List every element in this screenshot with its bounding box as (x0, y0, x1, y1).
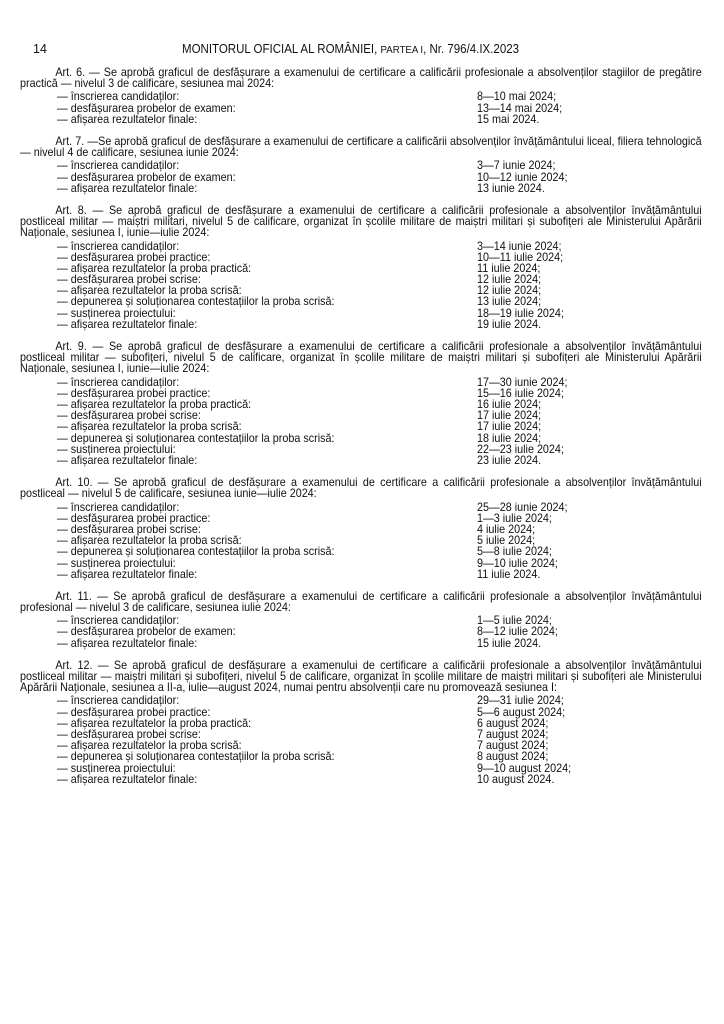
schedule-item-date: 5 iulie 2024; (477, 534, 536, 548)
schedule-item-date: 13 iulie 2024; (477, 295, 542, 309)
article-text: Art. 7. —Se aprobă graficul de desfășurare a examenului de certificare a calificării absolvenților învățământului liceal, filiera tehnologică — nivelul 4 de calificare, sesiunea iunie 2024: (20, 134, 702, 160)
schedule-item-label: — afișarea rezultatelor finale: (57, 317, 198, 331)
schedule-item-date: 8 august 2024; (477, 750, 549, 764)
schedule-item (20, 183, 702, 194)
schedule-item-label: — susținerea proiectului: (57, 556, 176, 570)
schedule-item-date: 13—14 mai 2024; (477, 101, 563, 115)
schedule-item-label: — afișarea rezultatelor la proba practică: (57, 716, 252, 730)
schedule-list (20, 615, 702, 649)
publication-issue: , Nr. 796/4.IX.2023 (423, 42, 520, 56)
schedule-item-date: 5—8 iulie 2024; (477, 545, 552, 559)
schedule-item-date: 10—12 iunie 2024; (477, 170, 568, 184)
schedule-item-date: 10 august 2024. (477, 772, 555, 786)
schedule-item-label: — desfășurarea probei scrise: (57, 728, 201, 742)
schedule-item-date: 12 iulie 2024; (477, 284, 542, 298)
schedule-list (20, 160, 702, 194)
schedule-item-date: 11 iulie 2024. (477, 567, 541, 581)
article (20, 591, 702, 649)
schedule-item-date: 18—19 iulie 2024; (477, 306, 564, 320)
schedule-item-date: 29—31 iulie 2024; (477, 694, 564, 708)
schedule-item-label: — afișarea rezultatelor finale: (57, 112, 198, 126)
schedule-item-date: 7 august 2024; (477, 728, 549, 742)
schedule-item-label: — afișarea rezultatelor finale: (57, 636, 198, 650)
schedule-item-label: — afișarea rezultatelor finale: (57, 567, 198, 581)
schedule-item-label: — desfășurarea probelor de examen: (57, 625, 236, 639)
schedule-item-date: 11 iulie 2024; (477, 261, 541, 275)
schedule-item-date: 7 august 2024; (477, 739, 549, 753)
schedule-item-date: 23 iulie 2024. (477, 453, 542, 467)
schedule-item-label: — afișarea rezultatelor finale: (57, 453, 198, 467)
schedule-list (20, 377, 702, 467)
article (20, 341, 702, 466)
schedule-item-date: 8—12 iulie 2024; (477, 625, 558, 639)
schedule-item-label: — afișarea rezultatelor finale: (57, 181, 198, 195)
schedule-item-label: — desfășurarea probei scrise: (57, 409, 201, 423)
schedule-item-date: 13 iunie 2024. (477, 181, 545, 195)
schedule-item-label: — depunerea și soluționarea contestațiilor la proba scrisă: (57, 750, 335, 764)
schedule-item (20, 638, 702, 649)
schedule-item (20, 569, 702, 580)
schedule-item-label: — afișarea rezultatelor la proba practică: (57, 398, 252, 412)
schedule-list (20, 241, 702, 331)
schedule-item-date: 16 iulie 2024; (477, 398, 542, 412)
schedule-item-label: — desfășurarea probelor de examen: (57, 101, 236, 115)
schedule-item-date: 19 iulie 2024. (477, 317, 542, 331)
schedule-item-label: — desfășurarea probei practice: (57, 386, 211, 400)
schedule-item (20, 455, 702, 466)
schedule-item-date: 3—14 iunie 2024; (477, 239, 562, 253)
article-text: Art. 8. — Se aprobă graficul de desfășurare a examenului de certificare a calificării profesionale a absolvenților învățământului postliceal militar — maiștri militari, nivelul 5 de calificare, organizat în școlile militare de maiștri militari și subofițeri ale Ministerului Apărării Naționale, sesiunea I, iunie—iulie 2024: (20, 203, 702, 240)
page-header (0, 42, 724, 58)
schedule-item-date: 1—3 iulie 2024; (477, 511, 552, 525)
schedule-item-date: 3—7 iunie 2024; (477, 159, 556, 173)
publication-title: MONITORUL OFICIAL AL ROMÂNIEI, (182, 42, 381, 56)
article (20, 67, 702, 125)
schedule-item-date: 17—30 iunie 2024; (477, 375, 568, 389)
schedule-item-label: — afișarea rezultatelor la proba scrisă: (57, 739, 242, 753)
schedule-item-label: — înscrierea candidaților: (57, 614, 180, 628)
schedule-item-date: 15—16 iulie 2024; (477, 386, 564, 400)
schedule-item-date: 25—28 iunie 2024; (477, 500, 568, 514)
schedule-item-label: — depunerea și soluționarea contestațiilor la proba scrisă: (57, 295, 335, 309)
schedule-list (20, 502, 702, 580)
publication-part: PARTEA I (380, 44, 424, 56)
article (20, 477, 702, 580)
article (20, 136, 702, 194)
schedule-item-date: 17 iulie 2024; (477, 420, 542, 434)
schedule-item-label: — desfășurarea probei practice: (57, 511, 211, 525)
schedule-item-date: 17 iulie 2024; (477, 409, 542, 423)
article-text: Art. 12. — Se aprobă graficul de desfășurare a examenului de certificare a calificării profesionale a absolvenților învățământului postliceal militar — maiștri militari și subofițeri, nivelul 5 de calificare, organizat în școlile militare de maiștri militari și subofițeri ale Ministerului Apărării Naționale, sesiunea a II-a, iulie—august 2024, numai pentru absolvenții care nu promovează sesiunea I: (20, 658, 702, 695)
schedule-list (20, 91, 702, 125)
schedule-item-label: — desfășurarea probei scrise: (57, 522, 201, 536)
schedule-item-date: 4 iulie 2024; (477, 522, 536, 536)
schedule-item-date: 18 iulie 2024; (477, 431, 542, 445)
schedule-item-label: — înscrierea candidaților: (57, 694, 180, 708)
running-head (182, 42, 519, 56)
document-body (20, 67, 702, 796)
schedule-item-date: 6 august 2024; (477, 716, 549, 730)
schedule-item-label: — susținerea proiectului: (57, 761, 176, 775)
schedule-item-date: 10—11 iulie 2024; (477, 250, 564, 264)
article (20, 205, 702, 330)
schedule-item-label: — desfășurarea probei practice: (57, 705, 211, 719)
schedule-item-label: — depunerea și soluționarea contestațiilor la proba scrisă: (57, 545, 335, 559)
schedule-item-label: — susținerea proiectului: (57, 442, 176, 456)
schedule-item-label: — depunerea și soluționarea contestațiilor la proba scrisă: (57, 431, 335, 445)
schedule-item-label: — afișarea rezultatelor finale: (57, 772, 198, 786)
schedule-item-label: — înscrierea candidaților: (57, 239, 180, 253)
article-text: Art. 9. — Se aprobă graficul de desfășurare a examenului de certificare a calificării profesionale a absolvenților învățământului postliceal militar — subofițeri, nivelul 5 de calificare, organizat în școlile militare de maiștri militari și subofițeri ale Ministerului Apărării Naționale, sesiunea I, iunie—iulie 2024: (20, 340, 702, 376)
schedule-item-date: 9—10 august 2024; (477, 761, 572, 775)
schedule-item-label: — susținerea proiectului: (57, 306, 176, 320)
article-text: Art. 10. — Se aprobă graficul de desfășurare a examenului de certificare a calificării profesionale a absolvenților învățământului postliceal — nivelul 5 de calificare, sesiunea iunie—iulie 2024: (20, 476, 702, 501)
schedule-item-label: — afișarea rezultatelor la proba scrisă: (57, 420, 242, 434)
schedule-item-label: — afișarea rezultatelor la proba scrisă: (57, 534, 242, 548)
schedule-item-date: 1—5 iulie 2024; (477, 614, 552, 628)
schedule-item-label: — înscrierea candidaților: (57, 500, 180, 514)
schedule-item-date: 15 iulie 2024. (477, 636, 542, 650)
schedule-item-date: 8—10 mai 2024; (477, 90, 557, 104)
schedule-item-label: — înscrierea candidaților: (57, 159, 180, 173)
schedule-item-label: — desfășurarea probei practice: (57, 250, 211, 264)
schedule-item (20, 319, 702, 330)
schedule-item-label: — desfășurarea probelor de examen: (57, 170, 236, 184)
article (20, 660, 702, 785)
schedule-item-date: 15 mai 2024. (477, 112, 540, 126)
schedule-item-label: — înscrierea candidaților: (57, 375, 180, 389)
schedule-item-label: — afișarea rezultatelor la proba scrisă: (57, 284, 242, 298)
schedule-list (20, 695, 702, 785)
page-number: 14 (33, 42, 47, 56)
article-text: Art. 11. — Se aprobă graficul de desfășurare a examenului de certificare a calificării profesionale a absolvenților învățământului profesional — nivelul 3 de calificare, sesiunea iulie 2024: (20, 589, 702, 615)
schedule-item-date: 9—10 iulie 2024; (477, 556, 558, 570)
schedule-item-label: — afișarea rezultatelor la proba practică: (57, 261, 252, 275)
schedule-item (20, 774, 702, 785)
schedule-item (20, 114, 702, 125)
schedule-item-label: — desfășurarea probei scrise: (57, 273, 201, 287)
article-text: Art. 6. — Se aprobă graficul de desfășurare a examenului de certificare a calificării profesionale a absolvenților stagiilor de pregătire practică — nivelul 3 de calificare, sesiunea mai 2024: (20, 66, 702, 91)
schedule-item-label: — înscrierea candidaților: (57, 90, 180, 104)
schedule-item-date: 22—23 iulie 2024; (477, 442, 564, 456)
schedule-item-date: 5—6 august 2024; (477, 705, 566, 719)
schedule-item-date: 12 iulie 2024; (477, 273, 542, 287)
